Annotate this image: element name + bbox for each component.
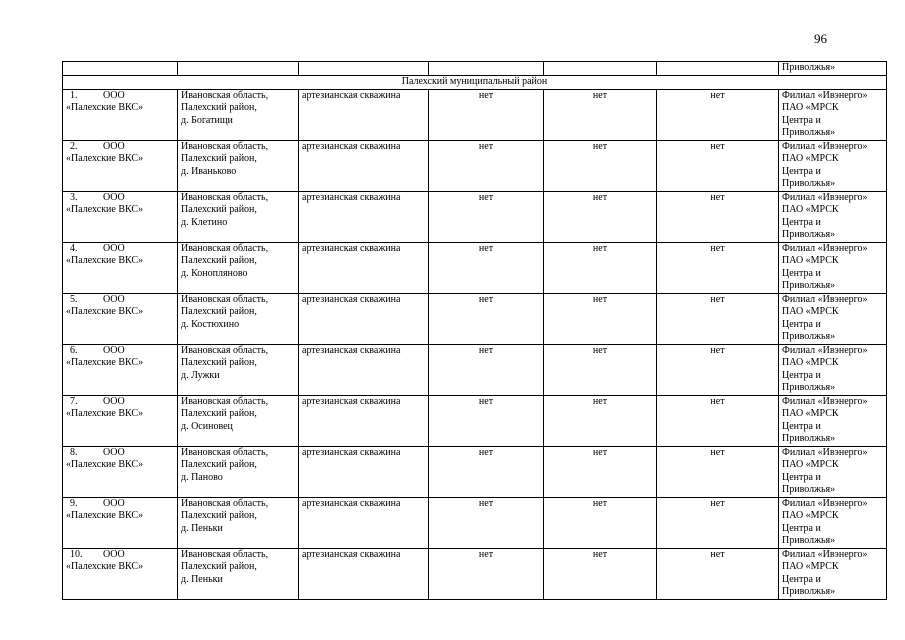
row-number: 4. xyxy=(70,242,78,254)
address-cell xyxy=(178,497,299,548)
address-village: д. Клетино xyxy=(181,216,228,228)
value-cell-2: нет xyxy=(544,293,657,344)
address-cell xyxy=(178,191,299,242)
branch-line-4: Приволжья» xyxy=(782,280,836,291)
address-village: д. Иваньково xyxy=(181,165,237,177)
section-header-row xyxy=(63,75,887,89)
address-district: Палехский район, xyxy=(181,510,257,521)
row-number: 6. xyxy=(70,344,78,356)
table-row xyxy=(63,191,887,242)
value-cell-1: нет xyxy=(429,395,544,446)
branch-line-2: ПАО «МРСК xyxy=(782,510,839,521)
row-number: 5. xyxy=(70,293,78,305)
org-name: «Палехские ВКС» xyxy=(66,255,144,266)
branch-line-4: Приволжья» xyxy=(782,127,836,138)
value-cell-1: нет xyxy=(429,344,544,395)
branch-cell xyxy=(779,497,887,548)
address-cell xyxy=(178,344,299,395)
branch-cell xyxy=(779,89,887,140)
address-region: Ивановская область, xyxy=(181,446,269,458)
row-number: 3. xyxy=(70,191,78,203)
branch-line-2: ПАО «МРСК xyxy=(782,357,839,368)
row-number: 8. xyxy=(70,446,78,458)
branch-line-1: Филиал «Ивэнерго» xyxy=(782,446,868,458)
value-cell-2: нет xyxy=(544,446,657,497)
branch-line-4: Приволжья» xyxy=(782,178,836,189)
branch-line-2: ПАО «МРСК xyxy=(782,561,839,572)
org-type: ООО xyxy=(103,89,125,101)
branch-cell xyxy=(779,140,887,191)
branch-line-4: Приволжья» xyxy=(782,535,836,546)
branch-line-3: Центра и xyxy=(782,573,821,585)
address-region: Ивановская область, xyxy=(181,344,269,356)
branch-line-4: Приволжья» xyxy=(782,433,836,444)
branch-line-1: Филиал «Ивэнерго» xyxy=(782,548,868,560)
org-name: «Палехские ВКС» xyxy=(66,204,144,215)
value-cell-3: нет xyxy=(657,446,779,497)
branch-line-3: Центра и xyxy=(782,114,821,126)
value-cell-2: нет xyxy=(544,191,657,242)
continuation-cell: Приволжья» xyxy=(779,62,887,76)
branch-line-3: Центра и xyxy=(782,165,821,177)
value-cell-1: нет xyxy=(429,191,544,242)
row-number: 2. xyxy=(70,140,78,152)
org-name: «Палехские ВКС» xyxy=(66,102,144,113)
source-cell: артезианская скважина xyxy=(299,344,429,395)
branch-line-4: Приволжья» xyxy=(782,331,836,342)
address-district: Палехский район, xyxy=(181,102,257,113)
address-cell xyxy=(178,446,299,497)
address-district: Палехский район, xyxy=(181,561,257,572)
address-village: д. Лужки xyxy=(181,369,220,381)
org-type: ООО xyxy=(103,548,125,560)
table-row xyxy=(63,446,887,497)
value-cell-2: нет xyxy=(544,89,657,140)
source-cell: артезианская скважина xyxy=(299,242,429,293)
organization-cell xyxy=(63,395,178,446)
source-cell: артезианская скважина xyxy=(299,548,429,599)
branch-line-4: Приволжья» xyxy=(782,382,836,393)
organization-cell xyxy=(63,191,178,242)
branch-line-3: Центра и xyxy=(782,216,821,228)
address-village: д. Богатищи xyxy=(181,114,233,126)
source-cell: артезианская скважина xyxy=(299,89,429,140)
org-type: ООО xyxy=(103,497,125,509)
row-number: 10. xyxy=(70,548,83,560)
address-village: д. Костюхино xyxy=(181,318,240,330)
address-region: Ивановская область, xyxy=(181,497,269,509)
branch-line-1: Филиал «Ивэнерго» xyxy=(782,242,868,254)
org-name: «Палехские ВКС» xyxy=(66,561,144,572)
data-table xyxy=(62,61,887,600)
org-type: ООО xyxy=(103,446,125,458)
value-cell-2: нет xyxy=(544,548,657,599)
table-row xyxy=(63,89,887,140)
address-cell xyxy=(178,242,299,293)
org-type: ООО xyxy=(103,191,125,203)
address-district: Палехский район, xyxy=(181,204,257,215)
branch-line-2: ПАО «МРСК xyxy=(782,255,839,266)
branch-line-3: Центра и xyxy=(782,471,821,483)
row-number: 1. xyxy=(70,89,78,101)
source-cell: артезианская скважина xyxy=(299,191,429,242)
table-row xyxy=(63,395,887,446)
org-name: «Палехские ВКС» xyxy=(66,510,144,521)
branch-line-1: Филиал «Ивэнерго» xyxy=(782,497,868,509)
value-cell-3: нет xyxy=(657,497,779,548)
source-cell: артезианская скважина xyxy=(299,140,429,191)
branch-line-1: Филиал «Ивэнерго» xyxy=(782,344,868,356)
org-name: «Палехские ВКС» xyxy=(66,306,144,317)
branch-line-2: ПАО «МРСК xyxy=(782,102,839,113)
table-row xyxy=(63,497,887,548)
source-cell: артезианская скважина xyxy=(299,293,429,344)
section-title: Палехский муниципальный район xyxy=(63,75,887,89)
address-village: д. Пеньки xyxy=(181,522,223,534)
address-cell xyxy=(178,140,299,191)
branch-line-1: Филиал «Ивэнерго» xyxy=(782,89,868,101)
org-name: «Палехские ВКС» xyxy=(66,357,144,368)
address-cell xyxy=(178,293,299,344)
branch-cell xyxy=(779,548,887,599)
address-district: Палехский район, xyxy=(181,357,257,368)
address-region: Ивановская область, xyxy=(181,293,269,305)
table-row xyxy=(63,344,887,395)
org-name: «Палехские ВКС» xyxy=(66,408,144,419)
branch-line-2: ПАО «МРСК xyxy=(782,408,839,419)
value-cell-1: нет xyxy=(429,497,544,548)
branch-cell xyxy=(779,395,887,446)
branch-cell xyxy=(779,242,887,293)
branch-line-3: Центра и xyxy=(782,318,821,330)
org-type: ООО xyxy=(103,344,125,356)
continuation-row xyxy=(63,62,887,76)
branch-cell xyxy=(779,293,887,344)
address-district: Палехский район, xyxy=(181,408,257,419)
address-region: Ивановская область, xyxy=(181,395,269,407)
branch-cell xyxy=(779,446,887,497)
source-cell: артезианская скважина xyxy=(299,446,429,497)
value-cell-3: нет xyxy=(657,89,779,140)
address-region: Ивановская область, xyxy=(181,191,269,203)
address-district: Палехский район, xyxy=(181,306,257,317)
organization-cell xyxy=(63,140,178,191)
address-district: Палехский район, xyxy=(181,153,257,164)
row-number: 7. xyxy=(70,395,78,407)
value-cell-2: нет xyxy=(544,344,657,395)
value-cell-1: нет xyxy=(429,548,544,599)
organization-cell xyxy=(63,446,178,497)
branch-line-1: Филиал «Ивэнерго» xyxy=(782,395,868,407)
address-cell xyxy=(178,89,299,140)
address-village: д. Осиновец xyxy=(181,420,233,432)
address-cell xyxy=(178,395,299,446)
value-cell-3: нет xyxy=(657,191,779,242)
branch-line-2: ПАО «МРСК xyxy=(782,306,839,317)
address-village: д. Конопляново xyxy=(181,267,248,279)
org-type: ООО xyxy=(103,140,125,152)
branch-line-3: Центра и xyxy=(782,522,821,534)
address-region: Ивановская область, xyxy=(181,242,269,254)
branch-line-4: Приволжья» xyxy=(782,484,836,495)
value-cell-2: нет xyxy=(544,395,657,446)
source-cell: артезианская скважина xyxy=(299,497,429,548)
table-row xyxy=(63,242,887,293)
value-cell-3: нет xyxy=(657,395,779,446)
value-cell-2: нет xyxy=(544,497,657,548)
value-cell-3: нет xyxy=(657,242,779,293)
row-number: 9. xyxy=(70,497,78,509)
value-cell-1: нет xyxy=(429,140,544,191)
address-district: Палехский район, xyxy=(181,459,257,470)
branch-line-2: ПАО «МРСК xyxy=(782,459,839,470)
value-cell-1: нет xyxy=(429,89,544,140)
branch-line-2: ПАО «МРСК xyxy=(782,204,839,215)
address-village: д. Паново xyxy=(181,471,223,483)
organization-cell xyxy=(63,293,178,344)
address-region: Ивановская область, xyxy=(181,140,269,152)
value-cell-3: нет xyxy=(657,293,779,344)
organization-cell xyxy=(63,344,178,395)
org-type: ООО xyxy=(103,242,125,254)
value-cell-3: нет xyxy=(657,548,779,599)
organization-cell xyxy=(63,497,178,548)
branch-line-4: Приволжья» xyxy=(782,586,836,597)
address-region: Ивановская область, xyxy=(181,89,269,101)
address-region: Ивановская область, xyxy=(181,548,269,560)
table-row xyxy=(63,140,887,191)
branch-cell xyxy=(779,191,887,242)
value-cell-2: нет xyxy=(544,242,657,293)
value-cell-2: нет xyxy=(544,140,657,191)
address-district: Палехский район, xyxy=(181,255,257,266)
branch-cell xyxy=(779,344,887,395)
branch-line-1: Филиал «Ивэнерго» xyxy=(782,191,868,203)
branch-line-3: Центра и xyxy=(782,267,821,279)
value-cell-1: нет xyxy=(429,293,544,344)
branch-line-4: Приволжья» xyxy=(782,229,836,240)
organization-cell xyxy=(63,89,178,140)
value-cell-3: нет xyxy=(657,140,779,191)
table-row xyxy=(63,293,887,344)
page-number: 96 xyxy=(814,31,827,46)
value-cell-1: нет xyxy=(429,242,544,293)
branch-line-3: Центра и xyxy=(782,420,821,432)
org-type: ООО xyxy=(103,395,125,407)
address-cell xyxy=(178,548,299,599)
organization-cell xyxy=(63,548,178,599)
value-cell-1: нет xyxy=(429,446,544,497)
table-row xyxy=(63,548,887,599)
organization-cell xyxy=(63,242,178,293)
branch-line-1: Филиал «Ивэнерго» xyxy=(782,140,868,152)
branch-line-3: Центра и xyxy=(782,369,821,381)
org-name: «Палехские ВКС» xyxy=(66,153,144,164)
source-cell: артезианская скважина xyxy=(299,395,429,446)
org-type: ООО xyxy=(103,293,125,305)
branch-line-2: ПАО «МРСК xyxy=(782,153,839,164)
branch-line-1: Филиал «Ивэнерго» xyxy=(782,293,868,305)
value-cell-3: нет xyxy=(657,344,779,395)
address-village: д. Пеньки xyxy=(181,573,223,585)
org-name: «Палехские ВКС» xyxy=(66,459,144,470)
